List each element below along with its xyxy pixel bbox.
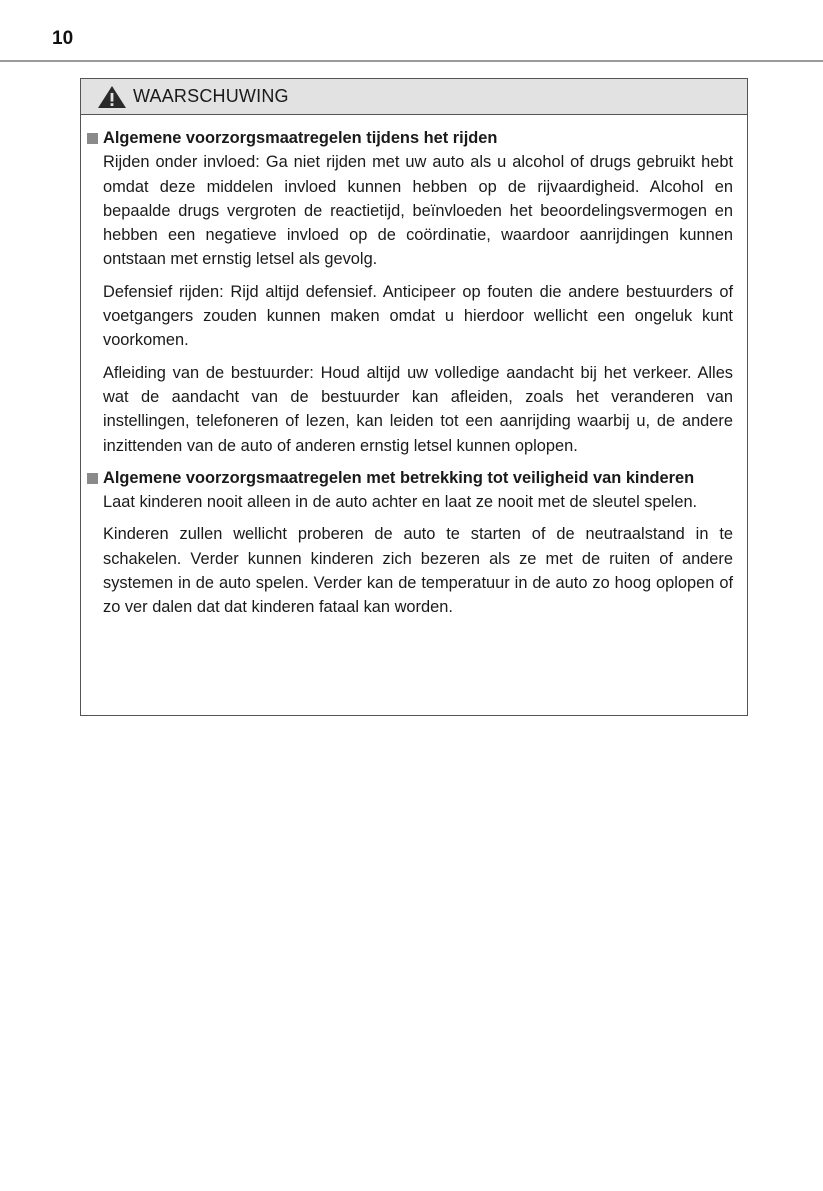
paragraph-driving-under-influence: Rijden onder invloed: Ga niet rijden met uw auto als u alcohol of drugs gebruikt hebt omdat deze middelen invloed kunnen hebben op de rijvaardigheid. Alcohol en bepaalde drugs vergroten de reactietijd, beïnvloeden het beoordelingsvermogen en hebben een negatieve invloed op de coördinatie, waardoor aanrijdingen kunnen ontstaan met ernstig letsel als gevolg. [103,153,733,269]
section-heading-text: Algemene voorzorgsmaatregelen tijdens het rijden [103,129,498,147]
paragraph-children-risks: Kinderen zullen wellicht proberen de auto te starten of de neutraalstand in te schakelen. Verder kunnen kinderen zich bezeren als ze met de ruiten of andere systemen in de auto spelen. Verder kan de temperatuur in de auto zo hoog oplopen of zo ver dalen dat dat kinderen fataal kan worden. [103,525,733,617]
paragraph-children-alone: Laat kinderen nooit alleen in de auto achter en laat ze nooit met de sleutel spelen. [103,493,698,512]
section-heading-text: Algemene voorzorgsmaatregelen met betrekking tot veiligheid van kinderen [103,468,695,487]
paragraph-defensive-driving: Defensief rijden: Rijd altijd defensief. Anticipeer op fouten die andere bestuurders of voetgangers zouden kunnen maken omdat u hierdoor wellicht een ongeluk kunt voorkomen. [103,282,733,350]
section-child-safety [87,466,733,620]
section-heading [87,466,733,490]
warning-triangle-icon [97,85,127,109]
header-rule [0,60,823,62]
warning-content [81,115,747,620]
section-heading [87,126,733,150]
page-number: 10 [52,28,74,49]
warning-header [81,79,747,115]
square-bullet-icon [87,133,98,144]
section-driving-precautions [87,126,733,458]
warning-box [80,78,748,716]
square-bullet-icon [87,473,98,484]
paragraph-driver-distraction: Afleiding van de bestuurder: Houd altijd uw volledige aandacht bij het verkeer. Alles wat de aandacht van de bestuurder kan afleiden, zoals het veranderen van instellingen, telefoneren of lezen, kan leiden tot een aanrijding waarbij u, de andere inzittenden van de auto of anderen ernstig letsel kunnen oplopen. [103,363,733,455]
warning-title: WAARSCHUWING [133,86,289,106]
